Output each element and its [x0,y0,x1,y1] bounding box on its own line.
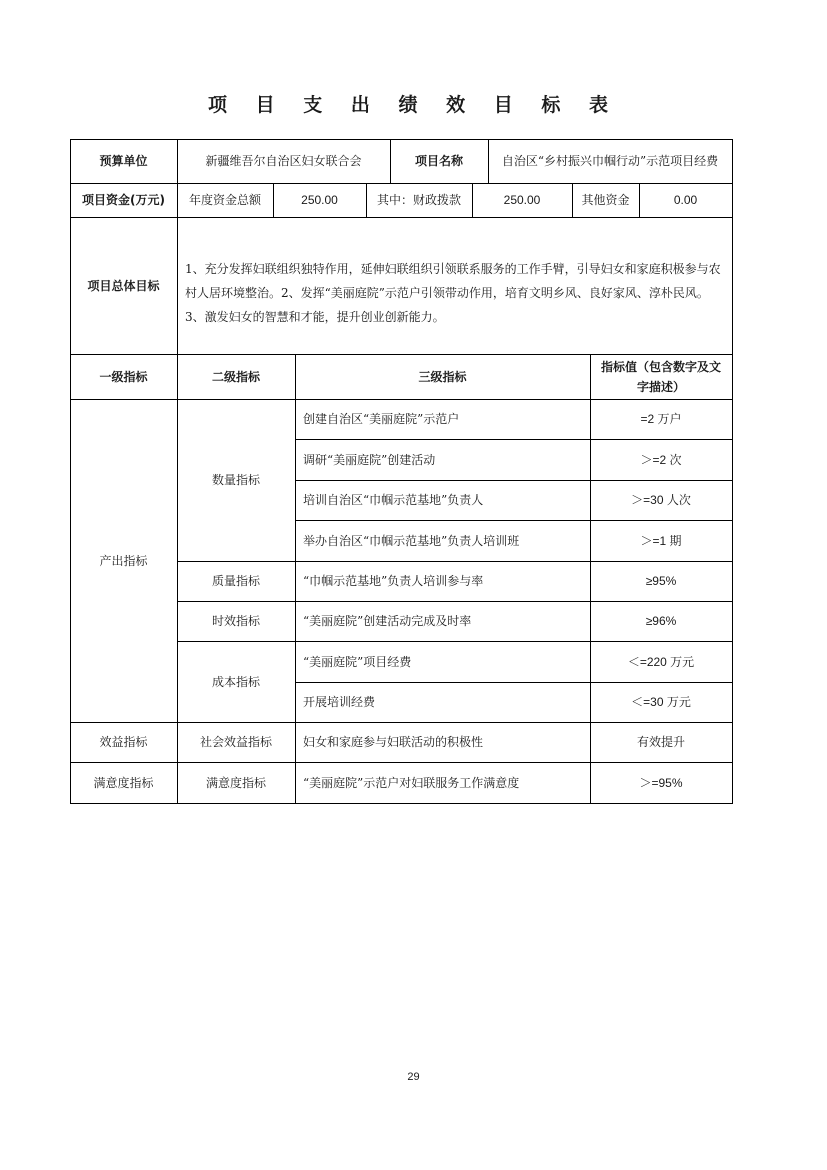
fiscal-label: 其中：财政拨款 [376,193,461,207]
budget-unit-value: 新疆维吾尔自治区妇女联合会 [205,154,362,168]
subgroup-cost: 成本指标 [211,674,260,689]
indicator-value: ＞=2 次 [640,452,682,467]
indicator-name: 举办自治区“巾帼示范基地”负责人培训班 [303,533,520,548]
goal-text: 1、充分发挥妇联组织独特作用，延伸妇联组织引领联系服务的工作手臂，引导妇女和家庭积极参与农村人居环境整治。2、发挥“美丽庭院”示范户引领带动作用，培育文明乡风、良好家风、淳朴民风。3、激发妇女的智慧和才能，提升创业创新能力。 [185,262,721,324]
group-output: 产出指标 [99,553,148,568]
indicator-name: “美丽庭院”项目经费 [303,654,412,669]
project-name-value: 自治区“乡村振兴巾帼行动”示范项目经费 [501,154,719,168]
funds-label: 项目资金(万元) [82,193,165,207]
indicator-name: “美丽庭院”创建活动完成及时率 [303,614,472,628]
indicator-name: 妇女和家庭参与妇联活动的积极性 [303,735,484,749]
indicator-name: 创建自治区“美丽庭院”示范户 [303,412,460,426]
indicator-value: ＞=30 人次 [631,493,691,507]
subgroup-quantity: 数量指标 [211,473,260,487]
goal-label: 项目总体目标 [87,278,160,293]
subgroup-social-benefit: 社会效益指标 [199,735,272,749]
indicator-name: “美丽庭院”示范户对妇联服务工作满意度 [303,775,520,790]
group-benefit: 效益指标 [99,735,148,749]
col-header-level2: 二级指标 [211,369,260,384]
indicator-value: ≥96% [645,614,677,628]
annual-total-label: 年度资金总额 [188,193,261,207]
subgroup-satisfaction: 满意度指标 [205,775,266,790]
col-header-value: 指标值（包含数字及文字描述） [600,359,721,394]
indicator-value: =2 万户 [640,412,682,426]
page-number: 29 [407,1071,420,1083]
annual-total-value: 250.00 [301,193,338,207]
indicator-name: “巾帼示范基地”负责人培训参与率 [303,574,484,588]
col-header-level3: 三级指标 [418,369,467,384]
group-satisfaction: 满意度指标 [93,775,154,790]
other-funds-label: 其他资金 [581,193,630,207]
indicator-value: 有效提升 [636,735,685,749]
indicator-name: 培训自治区“巾帼示范基地”负责人 [303,493,484,507]
other-funds-value: 0.00 [673,193,698,207]
budget-unit-label: 预算单位 [99,154,148,168]
subgroup-timeliness: 时效指标 [211,614,260,628]
indicator-value: ≥95% [645,574,677,588]
indicator-value: ＞=1 期 [640,533,682,548]
indicator-value: ＜=220 万元 [627,654,695,669]
page-title: 项 目 支 出 绩 效 目 标 表 [208,94,619,116]
fiscal-value: 250.00 [503,193,541,207]
indicator-name: 调研“美丽庭院”创建活动 [303,452,436,467]
indicator-name: 开展培训经费 [303,695,376,709]
indicator-value: ＞=95% [639,775,683,790]
subgroup-quality: 质量指标 [211,574,260,588]
indicator-value: ＜=30 万元 [631,695,691,709]
col-header-level1: 一级指标 [99,369,148,384]
project-name-label: 项目名称 [414,154,463,168]
